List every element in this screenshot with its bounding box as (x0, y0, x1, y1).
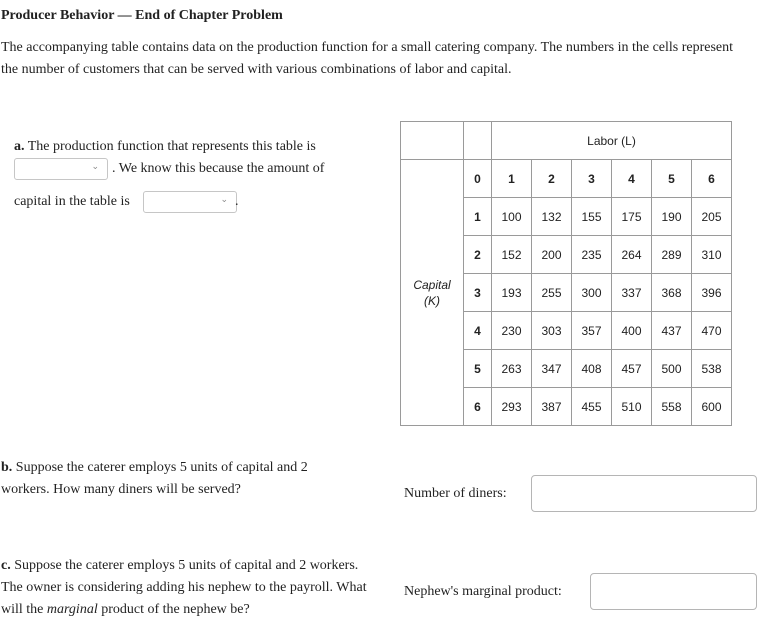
chevron-down-icon: ⌄ (220, 195, 228, 205)
part-c-question (1, 555, 371, 621)
table-cell: 303 (532, 312, 572, 350)
part-b-text: Suppose the caterer employs 5 units of capital and 2 workers. How many diners will be served? (1, 460, 308, 497)
table-cell: 152 (492, 236, 532, 274)
table-cell: 337 (612, 274, 652, 312)
labor-level: 2 (532, 160, 572, 198)
part-a-text3: capital in the table is (14, 194, 130, 209)
table-cell: 368 (652, 274, 692, 312)
table-cell: 190 (652, 198, 692, 236)
table-cell: 408 (572, 350, 612, 388)
table-cell: 155 (572, 198, 612, 236)
table-cell: 600 (692, 388, 732, 426)
table-cell: 300 (572, 274, 612, 312)
table-cell: 263 (492, 350, 532, 388)
part-a-label: a. (14, 139, 25, 154)
part-a-question (14, 135, 354, 159)
part-c-emphasis: marginal (46, 602, 98, 617)
capital-level: 1 (464, 198, 492, 236)
table-cell: 357 (572, 312, 612, 350)
table-cell: 500 (652, 350, 692, 388)
part-b-question (1, 457, 341, 501)
table-cell: 310 (692, 236, 732, 274)
capital-level: 3 (464, 274, 492, 312)
production-table (400, 121, 732, 426)
table-cell: 387 (532, 388, 572, 426)
labor-level: 1 (492, 160, 532, 198)
table-cell: 437 (652, 312, 692, 350)
table-cell: 396 (692, 274, 732, 312)
table-cell: 200 (532, 236, 572, 274)
table-cell: 175 (612, 198, 652, 236)
labor-level: 4 (612, 160, 652, 198)
table-cell: 230 (492, 312, 532, 350)
part-c-label: c. (1, 558, 11, 573)
table-cell: 457 (612, 350, 652, 388)
table-cell: 293 (492, 388, 532, 426)
capital-header (401, 160, 464, 426)
table-cell: 400 (612, 312, 652, 350)
diners-label: Number of diners: (404, 486, 507, 501)
table-cell: 205 (692, 198, 732, 236)
table-cell: 255 (532, 274, 572, 312)
table-cell: 100 (492, 198, 532, 236)
part-a-text2: . We know this because the amount of (112, 161, 325, 176)
capital-level: 5 (464, 350, 492, 388)
table-cell: 193 (492, 274, 532, 312)
table-cell: 132 (532, 198, 572, 236)
capital-header-line1: Capital (413, 277, 451, 292)
capital-level: 2 (464, 236, 492, 274)
table-cell: 264 (612, 236, 652, 274)
part-c-text-after: product of the nephew be? (101, 602, 250, 617)
table-cell: 455 (572, 388, 612, 426)
table-cell: 347 (532, 350, 572, 388)
part-c-text-before: Suppose the caterer employs 5 units of capital and 2 workers. The owner is considering adding his nephew to the payroll. What will the (1, 558, 367, 617)
page-title: Producer Behavior — End of Chapter Problem (1, 8, 283, 23)
labor-level: 5 (652, 160, 692, 198)
table-blank-cell (464, 122, 492, 160)
corner-label: 0 (464, 160, 492, 198)
capital-level: 4 (464, 312, 492, 350)
capital-amount-select[interactable] (143, 191, 237, 213)
part-a-text1: The production function that represents this table is (27, 139, 316, 154)
table-cell: 538 (692, 350, 732, 388)
table-blank-cell (401, 122, 464, 160)
labor-header: Labor (L) (492, 122, 732, 160)
marginal-product-label: Nephew's marginal product: (404, 584, 562, 599)
intro-paragraph: The accompanying table contains data on the production function for a small catering company. The numbers in the cells represent the number of customers that can be served with various combinations of labor and capital. (1, 40, 734, 77)
labor-level: 3 (572, 160, 612, 198)
production-function-select[interactable] (14, 158, 108, 180)
table-cell: 558 (652, 388, 692, 426)
chevron-down-icon: ⌄ (91, 162, 99, 172)
table-cell: 510 (612, 388, 652, 426)
diners-input[interactable] (531, 475, 757, 512)
part-b-label: b. (1, 460, 13, 475)
table-cell: 289 (652, 236, 692, 274)
part-a-text4: . (235, 194, 239, 209)
labor-level: 6 (692, 160, 732, 198)
capital-level: 6 (464, 388, 492, 426)
capital-header-line2: (K) (424, 293, 440, 308)
marginal-product-input[interactable] (590, 573, 757, 610)
table-cell: 235 (572, 236, 612, 274)
table-cell: 470 (692, 312, 732, 350)
